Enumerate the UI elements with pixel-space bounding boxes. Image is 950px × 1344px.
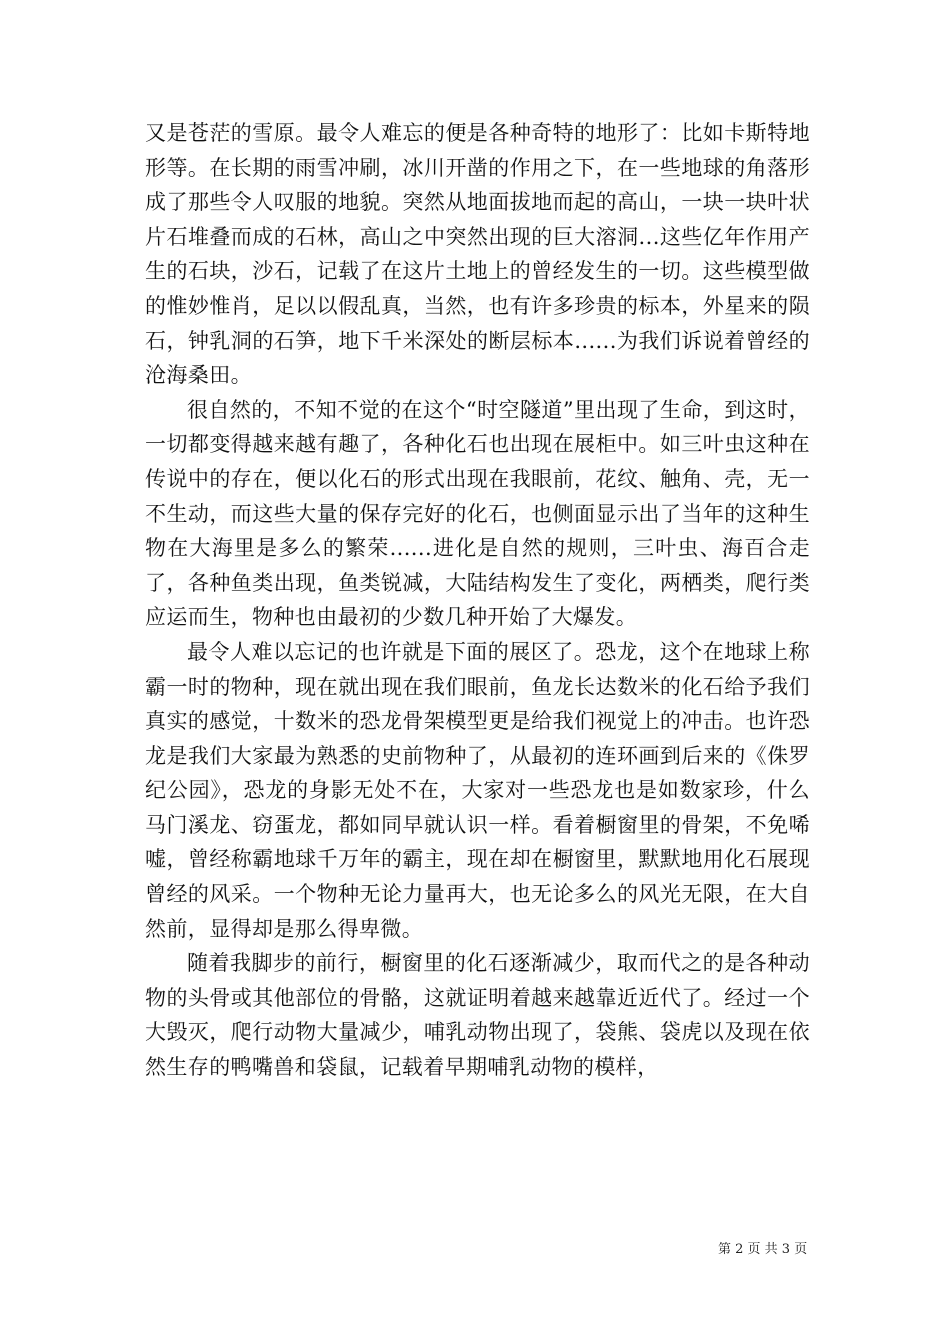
page-number-footer: 第 2 页 共 3 页 bbox=[718, 1242, 808, 1257]
paragraph-4: 随着我脚步的前行，橱窗里的化石逐渐减少，取而代之的是各种动物的头骨或其他部位的骨骼，这就证明着越来越靠近近代了。经过一个大毁灭，爬行动物大量减少，哺乳动物出现了，袋熊、袋虎以及现在依然生存的鸭嘴兽和袋鼠，记载着早期哺乳动物的模样， bbox=[145, 951, 810, 1080]
paragraph-3: 最令人难以忘记的也许就是下面的展区了。恐龙，这个在地球上称霸一时的物种，现在就出现在我们眼前，鱼龙长达数米的化石给予我们真实的感觉，十数米的恐龙骨架模型更是给我们视觉上的冲击。也许恐龙是我们大家最为熟悉的史前物种了，从最初的连环画到后来的《侏罗纪公园》，恐龙的身影无处不在，大家对一些恐龙也是如数家珍，什么马门溪龙、窃蛋龙，都如同早就认识一样。看着橱窗里的骨架，不免唏嘘，曾经称霸地球千万年的霸主，现在却在橱窗里，默默地用化石展现曾经的风采。一个物种无论力量再大，也无论多么的风光无限，在大自然前，显得却是那么得卑微。 bbox=[145, 639, 810, 941]
paragraph-2: 很自然的，不知不觉的在这个“时空隧道”里出现了生命，到这时，一切都变得越来越有趣了，各种化石也出现在展柜中。如三叶虫这种在传说中的存在，便以化石的形式出现在我眼前，花纹、触角、壳，无一不生动，而这些大量的保存完好的化石，也侧面显示出了当年的这种生物在大海里是多么的繁荣......进化是自然的规则，三叶虫、海百合走了，各种鱼类出现，鱼类锐减，大陆结构发生了变化，两栖类，爬行类应运而生，物种也由最初的少数几种开始了大爆发。 bbox=[145, 397, 810, 630]
document-body bbox=[145, 116, 810, 1085]
paragraph-1: 又是苍茫的雪原。最令人难忘的便是各种奇特的地形了：比如卡斯特地形等。在长期的雨雪冲刷，冰川开凿的作用之下，在一些地球的角落形成了那些令人叹服的地貌。突然从地面拔地而起的高山，一块一块叶状片石堆叠而成的石林，高山之中突然出现的巨大溶洞...这些亿年作用产生的石块，沙石，记载了在这片土地上的曾经发生的一切。这些模型做的惟妙惟肖，足以以假乱真，当然，也有许多珍贵的标本，外星来的陨石，钟乳洞的石笋，地下千米深处的断层标本......为我们诉说着曾经的沧海桑田。 bbox=[145, 121, 810, 388]
